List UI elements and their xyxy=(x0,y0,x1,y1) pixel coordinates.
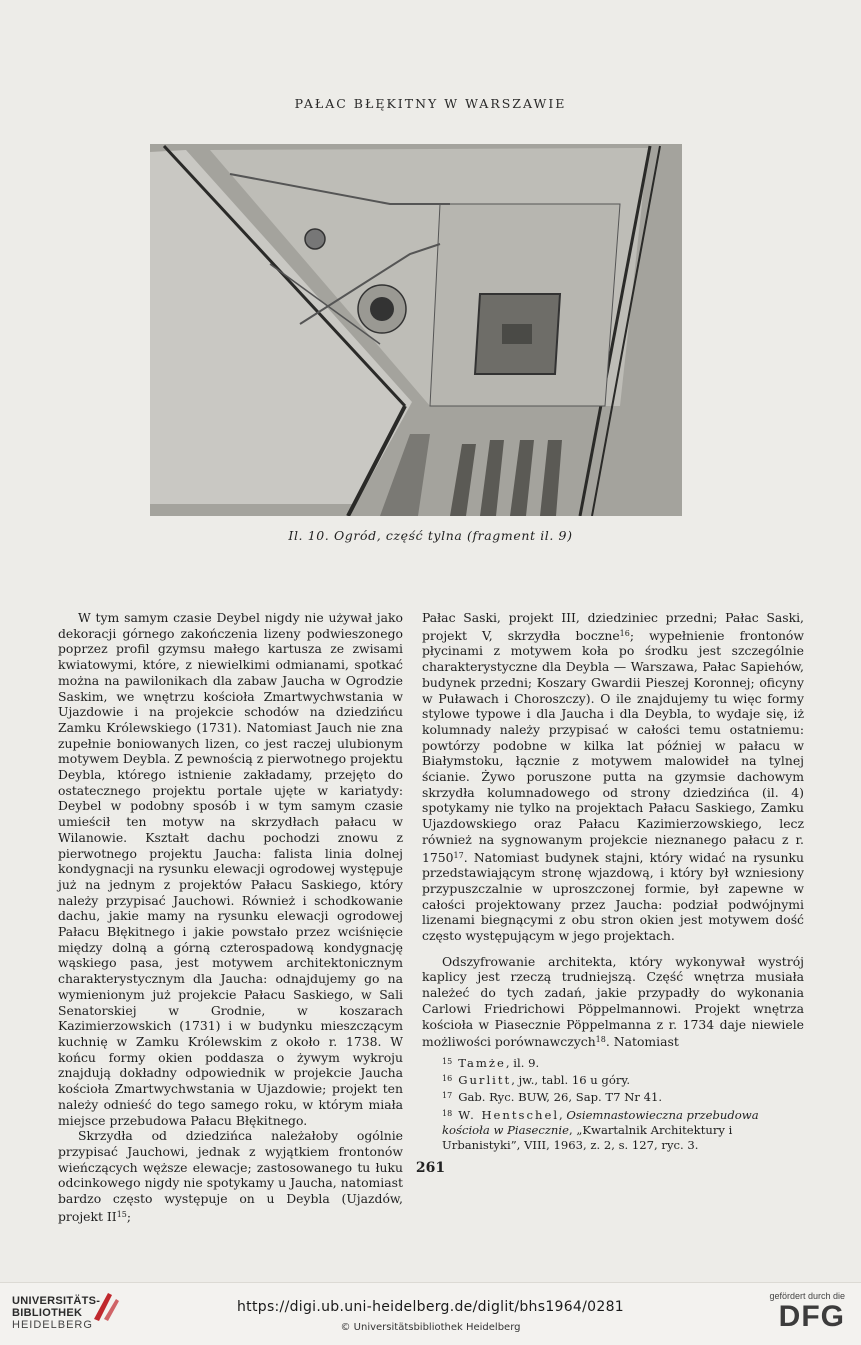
footnote-ref: 18 xyxy=(595,1035,606,1045)
viewer-footer xyxy=(0,1282,861,1345)
footnote: $^{15}$ Tamże, il. 9. xyxy=(442,1056,540,1070)
garden-plan-drawing xyxy=(150,144,682,516)
footnote-ref: 17 xyxy=(453,850,464,860)
running-head: PAŁAC BŁĘKITNY W WARSZAWIE xyxy=(294,96,567,111)
footnote-ref: 15 xyxy=(116,1209,127,1219)
garden-plan-figure xyxy=(150,144,682,516)
figure-caption: Il. 10. Ogród, część tylna (fragment il. 9) xyxy=(288,528,573,543)
footnote-ref: 16 xyxy=(619,628,630,638)
footnote: $^{17}$ Gab. Ryc. BUW, 26, Sap. T7 Nr 41. xyxy=(442,1090,663,1105)
footnote: $^{18}$ W. Hentschel, Osiemnastowieczna przebudowa kościoła w Piasecznie, „Kwartalnik Architektury i Urbanistyki”, VIII, 1963, z. 2, s. 127, ryc. 3. xyxy=(442,1107,759,1153)
right-column xyxy=(422,610,804,1050)
left-column xyxy=(58,610,403,1224)
copyright-notice: © Universitätsbibliothek Heidelberg xyxy=(340,1322,521,1333)
permalink-url[interactable]: https://digi.ub.uni-heidelberg.de/diglit/bhs1964/0281 xyxy=(237,1299,624,1315)
dfg-logo[interactable]: gefördert durch die DFG xyxy=(769,1291,845,1333)
paragraph: Pałac Saski, projekt III, dziedziniec przedni; Pałac Saski, projekt V, skrzydła boczne$^{16}$; wypełnienie frontonów płycinami z motywem koła po środku jest szczególnie charakterystyczne dla Deybla — Warszawa, Pałac Sapiehów, budynek przedni; Koszary Gwardii Pieszej Koronnej; oficyny w Puławach i Choroszczy). O ile znajdujemy tu więc formy stylowe typowe i dla Jaucha i dla Deybla, to wydaje się, iż kolumnady należy przypisać w całości temu ostatniemu: powtórzy podobne w kilka lat później w pałacu w Białymstoku, łącznie z motywem malowideł na tylnej ścianie. Żywo poruszone putta na gzymsie dachowym skrzydła kolumnadowego od strony dziedzińca (il. 4) spotykamy nie tylko na projektach Pałacu Saskiego, Zamku Ujazdowskiego oraz Pałacu Kazimierzowskiego, lecz również na sygnowanym projekcie nieznanego pałacu z r. 1750$^{17}$. Natomiast budynek stajni, który widać na rysunku przedstawiającym stronę wjazdową, i który był wzniesiony przypuszczalnie w uproszczonej formie, był zapewne w całości projektowany przez Jaucha: podział podwójnymi lizenami biegnącymi z obu stron okien jest motywem dość często występującym w jego projektach. xyxy=(422,610,804,944)
paragraph: Skrzydła od dziedzińca należałoby ogólnie przypisać Jauchowi, jednak z wyjątkiem frontonów wieńczących węższe elewacje; zastosowanego tu łuku odcinkowego nigdy nie spotykamy u Jaucha, natomiast bardzo często występuje on u Deybla (Ujazdów, projekt II$^{15}$; xyxy=(58,1128,403,1224)
footnotes xyxy=(442,1054,804,1153)
paragraph: Odszyfrowanie architekta, który wykonywał wystrój kaplicy jest rzeczą trudniejszą. Część wnętrza musiała należeć do tych zadań, jakie przypadły do wykonania Carlowi Friedrichowi Pöppelmannowi. Projekt wnętrza kościoła w Piasecznie Pöppelmanna z r. 1734 daje niewiele możliwości porównawczych$^{18}$. Natomiast xyxy=(422,953,804,1050)
university-library-logo[interactable]: UNIVERSITÄTS- BIBLIOTHEK HEIDELBERG xyxy=(12,1295,101,1331)
paragraph: W tym samym czasie Deybel nigdy nie używał jako dekoracji górnego zakończenia lizeny podwieszonego poprzez profil gzymsu małego kartusza ze zwisami kwiatowymi, które, z niewielkimi odmianami, spotkać można na pawilonikach dla zabaw Jaucha w Ogrodzie Saskim, we wnętrzu kościoła Zmartwychwstania w Ujazdowie i na projekcie schodów na dziedzińcu Zamku Królewskiego (1731). Natomiast Jauch nie zna zupełnie boniowanych lizen, co jest raczej ulubionym motywem Deybla. Z pewnością z pierwotnego projektu Deybla, którego istnienie zakładamy, przejęto do ostatecznego projektu portale ujęte w kariatydy: Deybel w podobny sposób i w tym samym czasie umieścił ten motyw na skrzydłach pałacu w Wilanowie. Kształt dachu pochodzi znowu z pierwotnego projektu Jaucha: falista linia dolnej kondygnacji na rysunku elewacji ogrodowej występuje już na jednym z projektów Pałacu Saskiego, który należy przypisać Jauchowi. Również i schodkowanie dachu, jakie mamy na rysunku elewacji ogrodowej Pałacu Błękitnego i jakie powstało przez wciśnięcie między dolną a górną czterospadową kondygnację wąskiego pasa, jest motywem architektonicznym charakterystycznym dla Jaucha: odnajdujemy go na wymienionym już projekcie Pałacu Saskiego, w Sali Senatorskiej w Grodnie, w koszarach Kazimierzowskich (1731) i w budynku mieszczącym kuchnię w Zamku Królewskim z około r. 1738. W końcu formy okien poddasza o żywym wykroju znajdują dokładny odpowiednik w projekcie Jaucha kościoła Zmartwychwstania w Ujazdowie; projekt ten należy odnieść do tego samego roku, w którym miała miejsce przebudowa Pałacu Błękitnego. xyxy=(58,610,403,1128)
footnote: $^{16}$ Gurlitt, jw., tabl. 16 u góry. xyxy=(442,1073,631,1088)
page-number: 261 xyxy=(415,1160,446,1176)
